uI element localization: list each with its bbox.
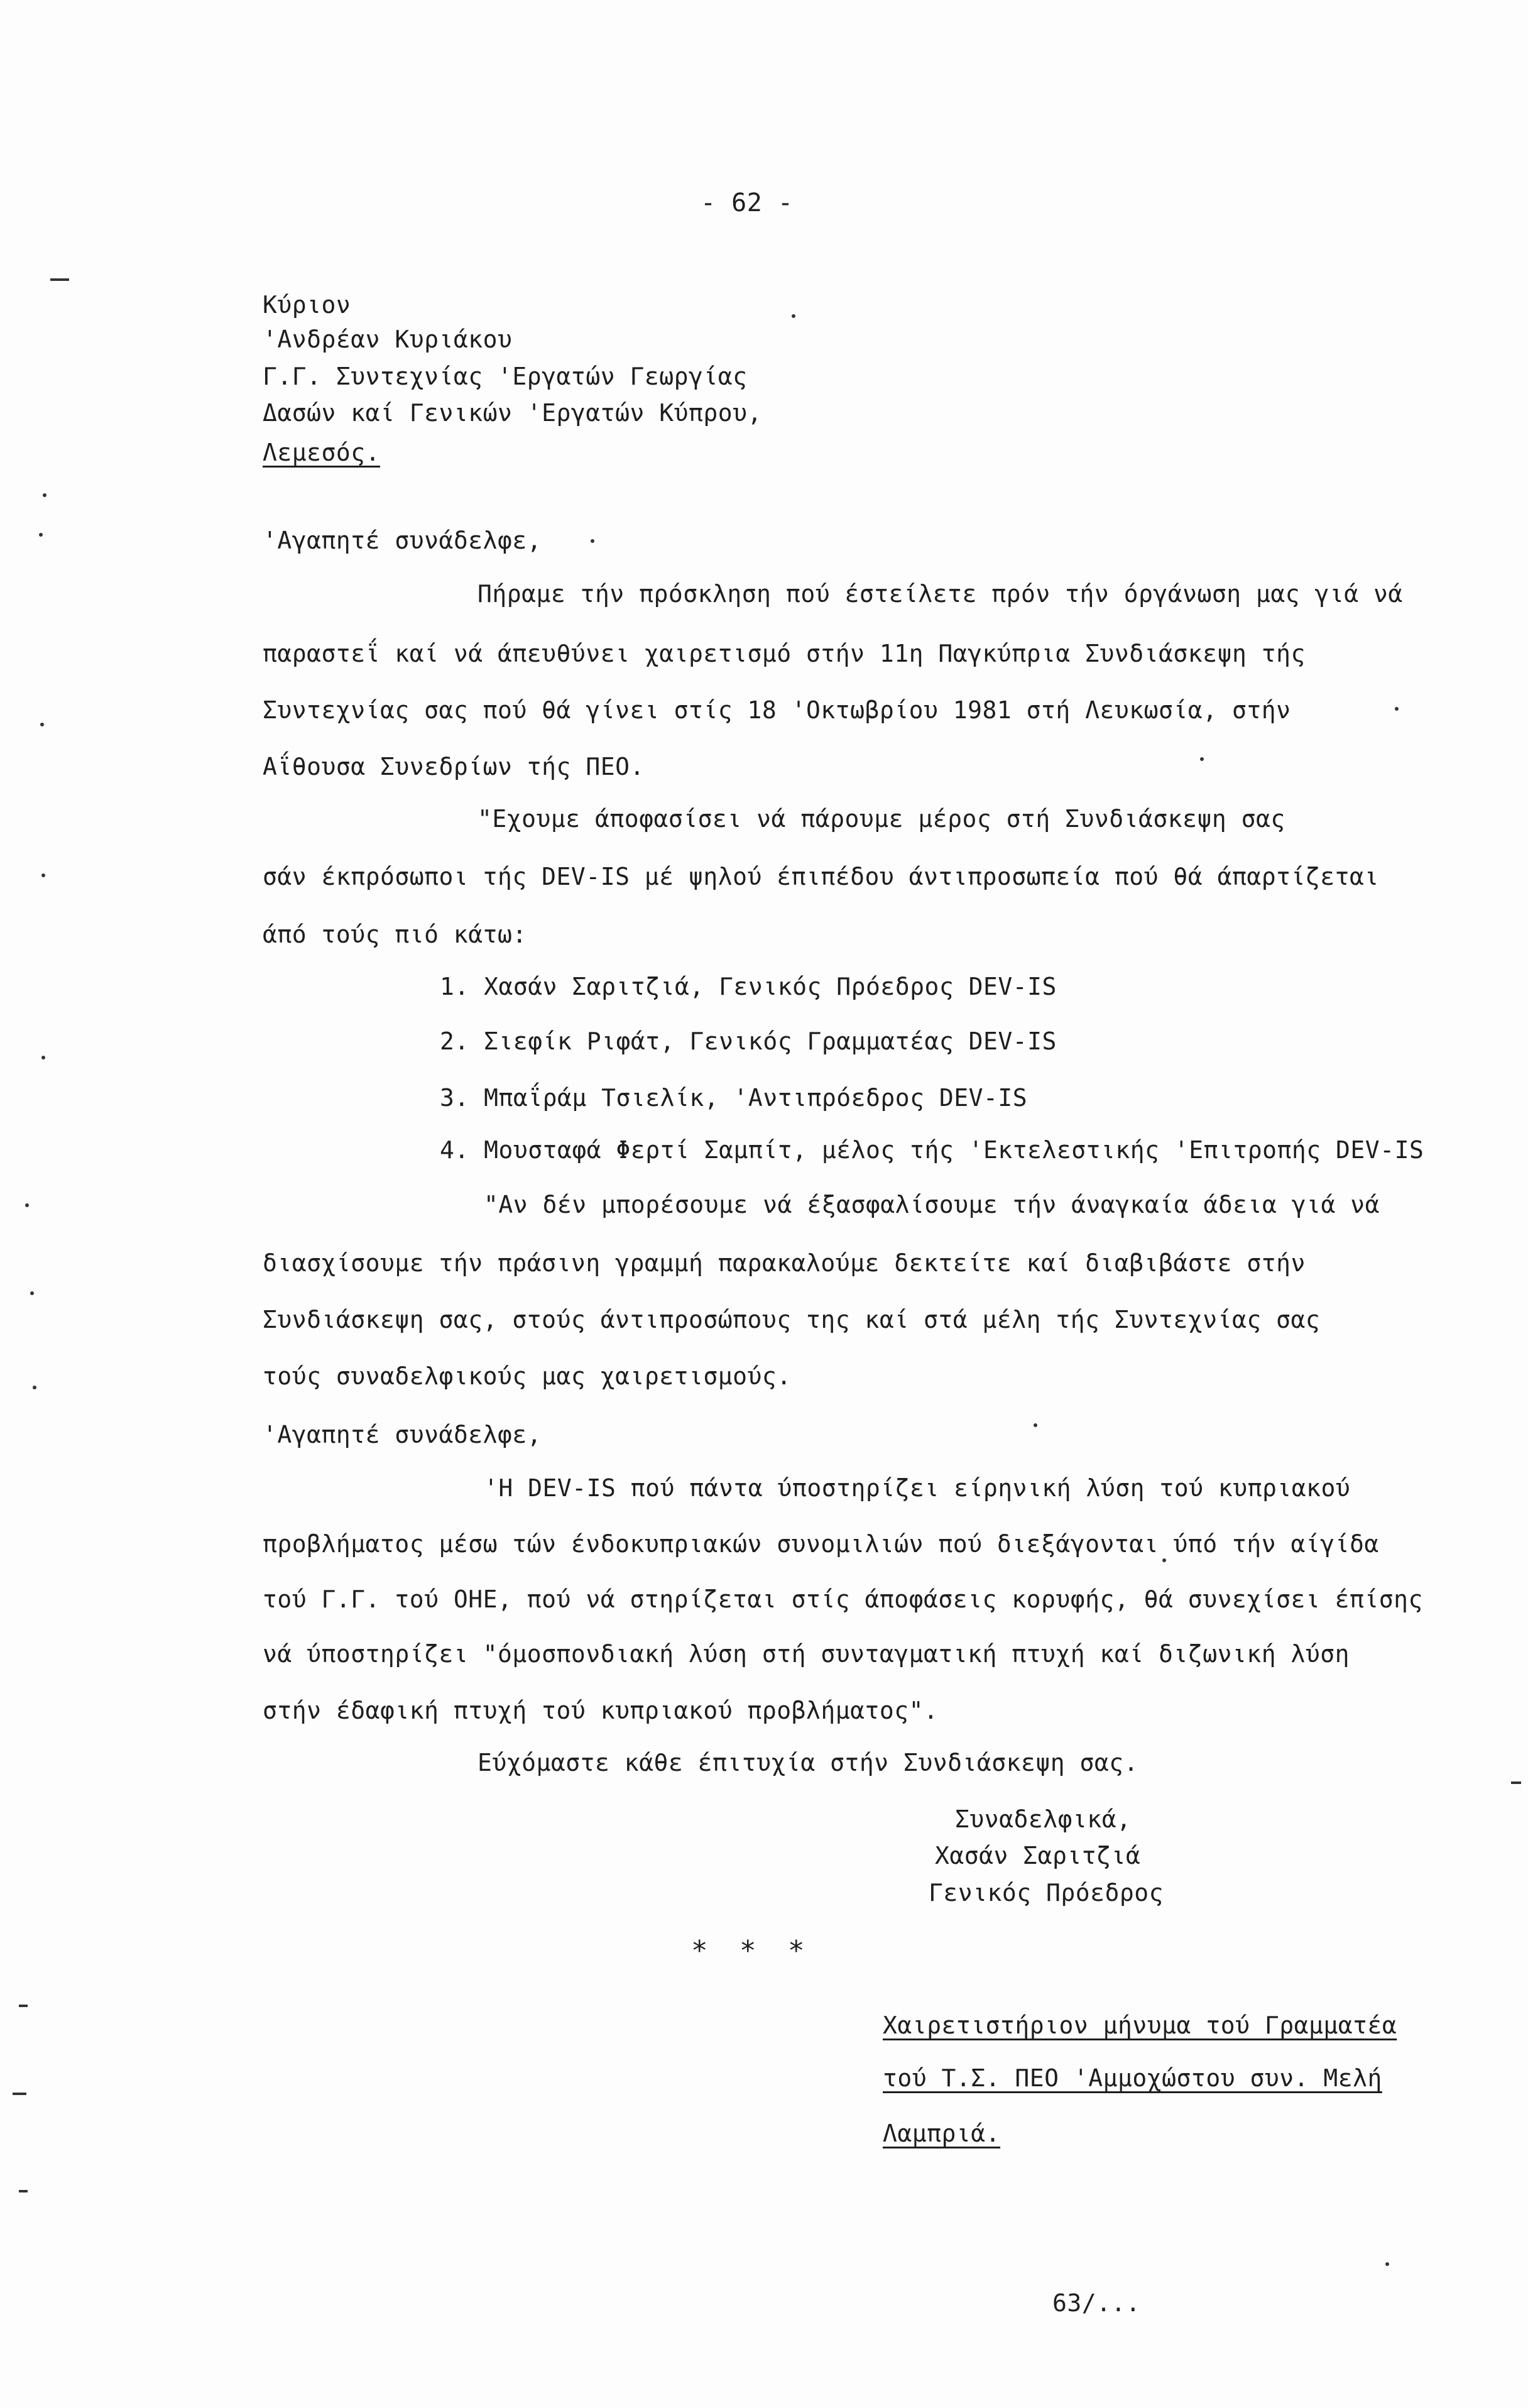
closing-line-2: Χασάν Σαριτζιά — [935, 1842, 1141, 1869]
para2-line-2: σάν έκπρόσωποι τής DEV-IS μέ ψηλού έπιπέδου άντιπροσωπεία πού θά άπαρτίζεται — [263, 863, 1379, 890]
para4-line-5: στήν έδαφική πτυχή τού κυπριακού προβλήματος". — [263, 1697, 939, 1724]
scan-speck — [30, 1291, 34, 1295]
scan-mark — [1511, 1781, 1521, 1784]
continuation-marker: 63/... — [1052, 2289, 1141, 2317]
scan-speck — [1385, 2262, 1389, 2266]
address-line-3: Γ.Γ. Συντεχνίας 'Εργατών Γεωργίας — [263, 363, 748, 390]
wishes-line: Εύχόμαστε κάθε έπιτυχία στήν Συνδιάσκεψη σας. — [478, 1749, 1139, 1776]
address-line-4: Δασών καί Γενικών 'Εργατών Κύπρου, — [263, 399, 762, 427]
para3-line-4: τούς συναδελφικούς μας χαιρετισμούς. — [263, 1362, 792, 1390]
address-line-2: 'Ανδρέαν Κυριάκου — [263, 326, 513, 353]
closing-line-3: Γενικός Πρόεδρος — [929, 1879, 1164, 1907]
scan-speck — [25, 1203, 29, 1207]
scan-mark — [19, 2005, 28, 2007]
para4-line-3: τού Γ.Γ. τού ΟΗΕ, πού νά στηρίζεται στίς άποφάσεις κορυφής, θά συνεχίσει έπίσης — [263, 1585, 1423, 1613]
delegate-4: 4. Μουσταφά Φερτί Σαμπίτ, μέλος τής 'Εκτελεστικής 'Επιτροπής DEV-IS — [440, 1136, 1424, 1164]
scan-speck — [1162, 1558, 1166, 1562]
para2-line-1: "Εχουμε άποφασίσει νά πάρουμε μέρος στή Συνδιάσκεψη σας — [478, 805, 1285, 833]
para3-line-1: "Αν δέν μπορέσουμε νά έξασφαλίσουμε τήν άναγκαία άδεια γιά νά — [484, 1191, 1380, 1218]
para4-line-2: προβλήματος μέσω τών ένδοκυπριακών συνομιλιών πού διεξάγονται ύπό τήν αίγίδα — [263, 1530, 1379, 1558]
scan-speck — [41, 1056, 45, 1059]
scan-speck — [43, 493, 46, 497]
scan-speck — [1200, 757, 1204, 761]
salutation-2: 'Αγαπητέ συνάδελφε, — [263, 1421, 542, 1448]
scan-mark — [19, 2190, 28, 2192]
scan-speck — [1395, 707, 1399, 711]
scan-speck — [1034, 1423, 1037, 1427]
delegate-1: 1. Χασάν Σαριτζιά, Γενικός Πρόεδρος DEV-IS — [440, 973, 1057, 1000]
para1-line-4: Αΐθουσα Συνεδρίων τής ΠΕΟ. — [263, 753, 645, 780]
scan-speck — [33, 1386, 36, 1389]
para3-line-3: Συνδιάσκεψη σας, στούς άντιπροσώπους της καί στά μέλη τής Συντεχνίας σας — [263, 1306, 1321, 1333]
address-line-1: Κύριον — [263, 291, 351, 319]
scan-speck — [40, 723, 44, 726]
next-heading-line-1: Χαιρετιστήριον μήνυμα τού Γραμματέα — [883, 2011, 1397, 2039]
para4-line-4: νά ύποστηρίζει "όμοσπονδιακή λύση στή συνταγματική πτυχή καί διζωνική λύση — [263, 1640, 1350, 1668]
closing-line-1: Συναδελφικά, — [955, 1805, 1132, 1833]
para1-line-3: Συντεχνίας σας πού θά γίνει στίς 18 'Οκτωβρίου 1981 στή Λευκωσία, στήν — [263, 696, 1291, 724]
salutation-1: 'Αγαπητέ συνάδελφε, — [263, 527, 542, 554]
page-number: - 62 - — [701, 189, 794, 217]
scan-speck — [591, 539, 594, 543]
scan-speck — [41, 873, 45, 877]
delegate-3: 3. Μπαΐράμ Τσιελίκ, 'Αντιπρόεδρος DEV-IS — [440, 1084, 1028, 1112]
para2-line-3: άπό τούς πιό κάτω: — [263, 921, 527, 948]
para4-line-1: 'Η DEV-IS πού πάντα ύποστηρίζει είρηνική λύση τού κυπριακού — [484, 1474, 1351, 1502]
separator-stars: * * * — [691, 1935, 812, 1967]
address-line-5: Λεμεσός. — [263, 439, 381, 466]
scan-speck — [39, 533, 43, 537]
next-heading-line-2: τού Τ.Σ. ΠΕΟ 'Αμμοχώστου συν. Μελή — [883, 2064, 1382, 2092]
scan-speck — [792, 314, 795, 318]
para1-line-2: παραστεΐ καί νά άπευθύνει χαιρετισμό στήν 11η Παγκύπρια Συνδιάσκεψη τής — [263, 640, 1306, 667]
para1-line-1: Πήραμε τήν πρόσκληση πού έστείλετε πρόν τήν όργάνωση μας γιά νά — [478, 580, 1403, 608]
scan-mark — [50, 278, 69, 281]
delegate-2: 2. Σιεφίκ Ριφάτ, Γενικός Γραμματέας DEV-IS — [440, 1027, 1057, 1055]
para3-line-2: διασχίσουμε τήν πράσινη γραμμή παρακαλούμε δεκτείτε καί διαβιβάστε στήν — [263, 1249, 1306, 1277]
next-heading-line-3: Λαμπριά. — [883, 2120, 1001, 2147]
scan-mark — [13, 2093, 26, 2095]
